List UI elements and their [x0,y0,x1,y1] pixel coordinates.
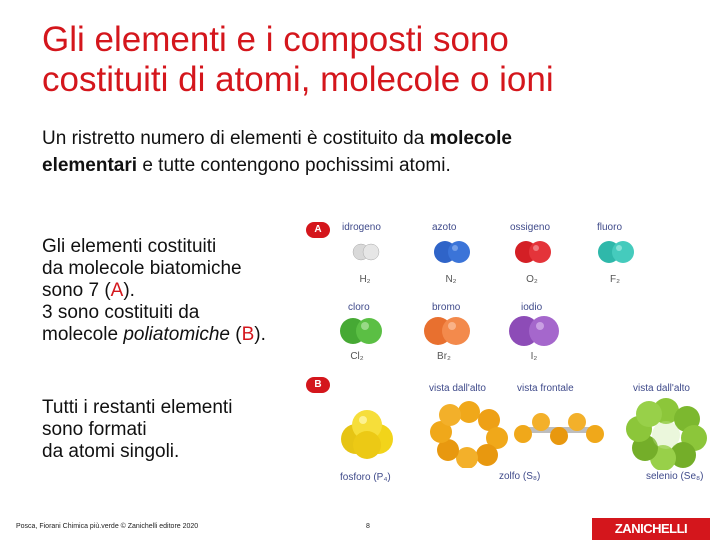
molecule-s8-top [425,400,513,468]
molecule-n2 [432,238,472,266]
label-fosforo: fosforo (P₄) [340,472,391,483]
title-line-1: Gli elementi e i composti sono [42,20,509,59]
molecule-i2 [507,313,561,349]
left-line-2: da molecole biatomiche [42,258,242,279]
formula-h2: H₂ [359,274,371,285]
zanichelli-logo: ZANICHELLI [592,518,710,540]
slide-title [42,20,692,100]
panel-b-badge: B [306,377,330,393]
molecule-se8 [625,398,707,470]
left-line-5a: molecole [42,324,124,345]
molecule-br2 [422,314,472,348]
formula-i2: I₂ [530,351,538,362]
page-number: 8 [366,523,370,530]
tutti-line-3: da atomi singoli. [42,441,180,462]
label-cloro: cloro [348,302,370,313]
ref-a: A [110,280,124,301]
label-zolfo: zolfo (S₈) [499,471,541,482]
intro-bold-1: molecole [429,128,512,149]
left-line-5 [42,324,312,346]
molecule-p4 [336,405,398,463]
molecule-h2 [346,240,386,264]
formula-n2: N₂ [445,274,457,285]
label-ossigeno: ossigeno [510,222,551,233]
molecule-cl2 [338,314,384,348]
label-bromo: bromo [432,302,461,313]
diatomic-paragraph [42,236,312,346]
formula-br2: Br₂ [437,351,451,362]
label-view-front: vista frontale [517,383,574,394]
left-line-3a: sono 7 ( [42,280,111,301]
left-line-1: Gli elementi costituiti [42,236,217,257]
single-atoms-paragraph [42,397,312,463]
left-line-5e: ). [254,324,266,345]
label-idrogeno: idrogeno [342,222,381,233]
intro-text-1: Un ristretto numero di elementi è costituito da [42,128,430,149]
poliatomiche-word: poliatomiche [123,324,230,345]
label-view-top-2: vista dall'alto [633,383,690,394]
molecule-s8-front [513,410,605,450]
formula-cl2: Cl₂ [350,351,364,362]
tutti-line-1: Tutti i restanti elementi [42,397,233,418]
left-line-3 [42,280,312,302]
label-iodio: iodio [521,302,543,313]
ref-b: B [241,324,255,345]
label-selenio: selenio (Se₈) [646,471,704,482]
molecule-o2 [513,238,553,266]
tutti-line-2: sono formati [42,419,147,440]
intro-text-2: e tutte contengono pochissimi atomi. [137,155,451,176]
label-view-top-1: vista dall'alto [429,383,486,394]
footer-credit: Posca, Fiorani Chimica più.verde © Zanichelli editore 2020 [16,523,199,530]
label-azoto: azoto [432,222,457,233]
formula-o2: O₂ [526,274,538,285]
left-line-3c: ). [123,280,135,301]
title-line-2: costituiti di atomi, molecole o ioni [42,60,554,99]
intro-bold-2: elementari [42,155,138,176]
molecule-f2 [596,238,636,266]
label-fluoro: fluoro [597,222,623,233]
panel-a-badge: A [306,222,330,238]
intro-paragraph [42,125,682,179]
formula-f2: F₂ [610,274,620,285]
left-line-4: 3 sono costituiti da [42,302,200,323]
left-line-5c: ( [230,324,242,345]
